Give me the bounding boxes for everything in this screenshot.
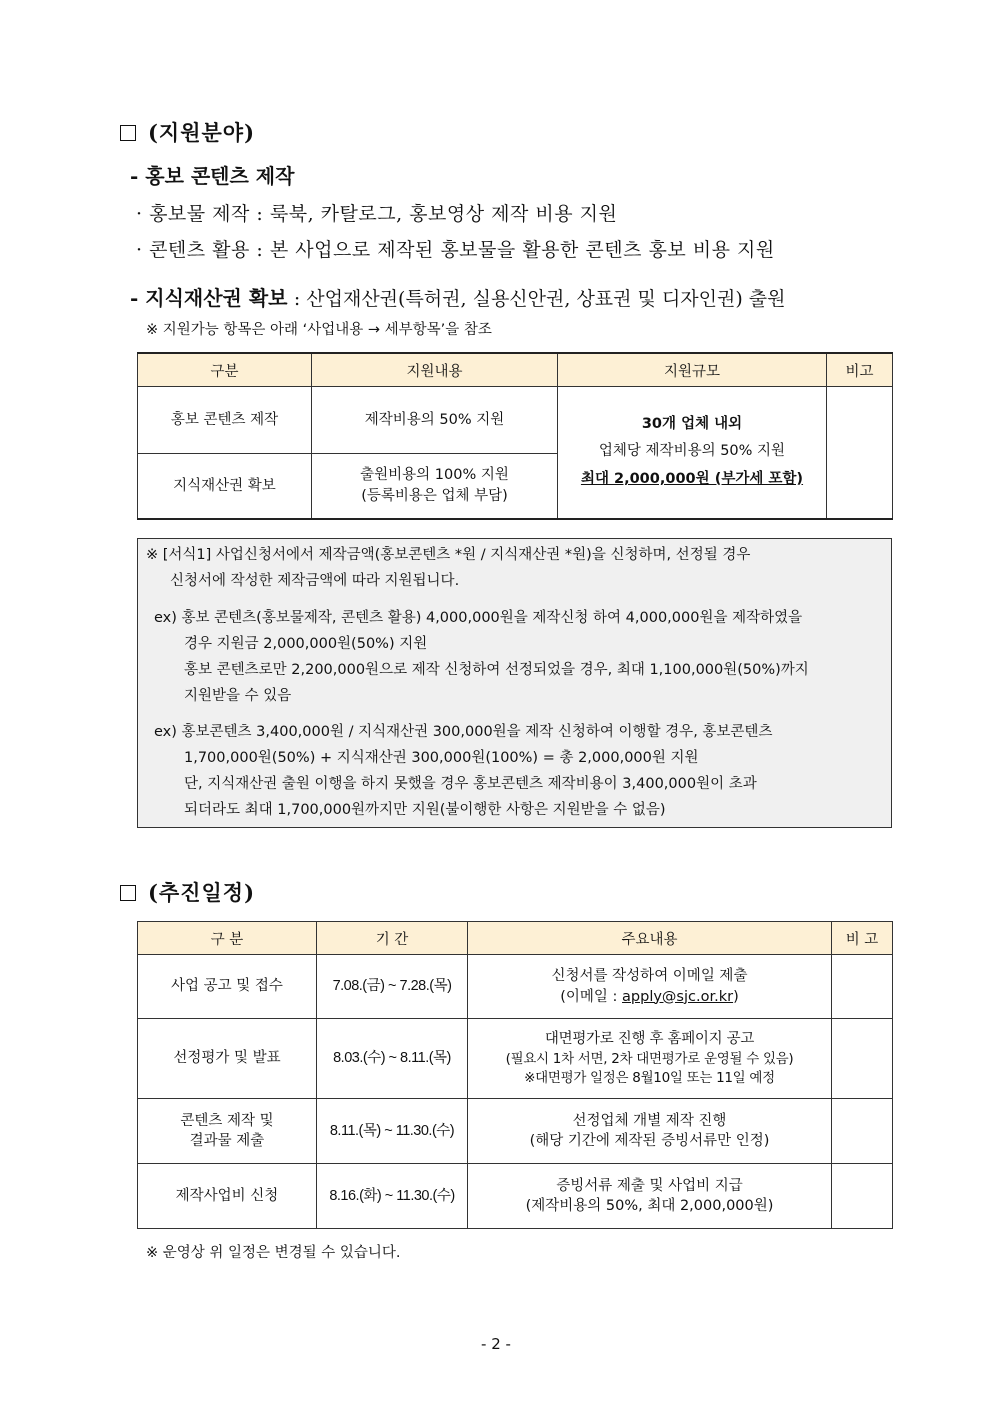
- item-ip-title: - 지식재산권 확보 : 산업재산권(특허권, 실용신안권, 상표권 및 디자인권) 출원: [130, 286, 786, 310]
- table-header: 기 간: [317, 922, 468, 955]
- category-line: 콘텐츠 제작 및: [180, 1112, 274, 1129]
- bullet-content-use: · 콘텐츠 활용 : 본 사업으로 제작된 홍보물을 활용한 콘텐츠 홍보 비용 지원: [136, 239, 775, 261]
- cell-category: 홍보 콘텐츠 제작: [138, 387, 312, 454]
- scale-max: 최대 2,000,000원 (부가세 포함): [580, 471, 804, 488]
- cell-remark: [832, 1099, 893, 1164]
- item-promo-content-title: - 홍보 콘텐츠 제작: [130, 164, 295, 188]
- cell-period: 7.08.(금) ~ 7.28.(목): [317, 955, 468, 1019]
- table-header: 구분: [138, 353, 312, 387]
- note-line: 단, 지식재산권 출원 이행을 하지 못했을 경우 홍보콘텐츠 제작비용이 3,400,000원이 초과: [184, 776, 757, 792]
- table-header: 구 분: [138, 922, 317, 955]
- cell-period: 8.16.(화) ~ 11.30.(수): [317, 1164, 468, 1229]
- table-row: [138, 955, 893, 1019]
- table-row: [138, 1099, 893, 1164]
- cell-content: [468, 1019, 832, 1099]
- cell-content: 제작비용의 50% 지원: [312, 387, 558, 454]
- cell-category: 선정평가 및 발표: [138, 1019, 317, 1099]
- content-line: ※대면평가 일정은 8월10일 또는 11일 예정: [524, 1069, 775, 1086]
- note-line: ※ [서식1] 사업신청서에서 제작금액(홍보콘텐츠 *원 / 지식재산권 *원)을 신청하며, 선정될 경우: [146, 547, 751, 563]
- cell-category: 지식재산권 확보: [138, 454, 312, 519]
- reference-note: ※ 지원가능 항목은 아래 ‘사업내용 → 세부항목’을 참조: [146, 322, 492, 338]
- content-text: (이메일 :: [560, 988, 623, 1005]
- category-line: 결과물 제출: [189, 1133, 265, 1149]
- checkbox-square-icon: [120, 125, 136, 141]
- table-row: [138, 1019, 893, 1099]
- section-heading-support-field: (지원분야): [120, 117, 255, 147]
- cell-period: 8.11.(목) ~ 11.30.(수): [317, 1099, 468, 1164]
- cell-remark: [832, 955, 893, 1019]
- page-number: - 2 -: [481, 1335, 511, 1353]
- cell-content: [468, 955, 832, 1019]
- checkbox-square-icon: [120, 885, 136, 901]
- cell-category: [138, 1099, 317, 1164]
- table-header: 지원규모: [558, 353, 827, 387]
- table-header: 지원내용: [312, 353, 558, 387]
- bullet-promo-production: · 홍보물 제작 : 룩북, 카탈로그, 홍보영상 제작 비용 지원: [136, 203, 618, 225]
- table-row: [138, 387, 893, 454]
- section-heading-schedule: (추진일정): [120, 877, 255, 907]
- example-note-box: [137, 538, 892, 828]
- note-line: 신청서에 작성한 제작금액에 따라 지원됩니다.: [170, 573, 460, 589]
- content-line: 신청서를 작성하여 이메일 제출: [551, 968, 748, 985]
- content-line: (제작비용의 50%, 최대 2,000,000원): [525, 1198, 774, 1214]
- scale-rate: 업체당 제작비용의 50% 지원: [598, 443, 786, 460]
- content-line: 선정업체 개별 제작 진행: [572, 1112, 727, 1129]
- scale-count: 30개 업체 내외: [641, 415, 743, 432]
- cell-content: [468, 1164, 832, 1229]
- schedule-note: ※ 운영상 위 일정은 변경될 수 있습니다.: [146, 1245, 401, 1261]
- support-scale-table: [137, 352, 893, 520]
- content-line: [469, 987, 830, 1007]
- table-header: 주요내용: [468, 922, 832, 955]
- content-line: (필요시 1차 서면, 2차 대면평가로 운영될 수 있음): [505, 1050, 794, 1067]
- content-line: 증빙서류 제출 및 사업비 지급: [556, 1177, 743, 1194]
- note-line: ex) 홍보콘텐츠 3,400,000원 / 지식재산권 300,000원을 제작 신청하여 이행할 경우, 홍보콘텐츠: [154, 724, 773, 740]
- cell-content: [468, 1099, 832, 1164]
- content-line: 출원비용의 100% 지원: [360, 467, 509, 484]
- cell-period: 8.03.(수) ~ 8.11.(목): [317, 1019, 468, 1099]
- cell-remark: [827, 387, 893, 519]
- cell-scale: [558, 387, 827, 519]
- cell-remark: [832, 1019, 893, 1099]
- note-line: 홍보 콘텐츠로만 2,200,000원으로 제작 신청하여 선정되었을 경우, 최대 1,100,000원(50%)까지: [184, 662, 809, 678]
- table-header: 비 고: [832, 922, 893, 955]
- item-ip-description: : 산업재산권(특허권, 실용신안권, 상표권 및 디자인권) 출원: [293, 288, 786, 310]
- cell-category: 제작사업비 신청: [138, 1164, 317, 1229]
- table-header: 비고: [827, 353, 893, 387]
- content-line: 대면평가로 진행 후 홈페이지 공고: [544, 1031, 755, 1048]
- note-line: 1,700,000원(50%) + 지식재산권 300,000원(100%) = 총 2,000,000원 지원: [184, 750, 699, 766]
- schedule-table: [137, 921, 893, 1229]
- note-line: 지원받을 수 있음: [184, 688, 292, 704]
- content-line: (해당 기간에 제작된 증빙서류만 인정): [529, 1133, 770, 1149]
- email-link[interactable]: apply@sjc.or.kr: [622, 988, 734, 1005]
- note-line: 되더라도 최대 1,700,000원까지만 지원(불이행한 사항은 지원받을 수 없음): [184, 802, 666, 818]
- content-text: ): [733, 988, 739, 1005]
- cell-remark: [832, 1164, 893, 1229]
- note-line: ex) 홍보 콘텐츠(홍보물제작, 콘텐츠 활용) 4,000,000원을 제작신청 하여 4,000,000원을 제작하였을: [154, 610, 803, 626]
- content-line: (등록비용은 업체 부담): [361, 487, 508, 504]
- cell-content: [312, 454, 558, 519]
- note-line: 경우 지원금 2,000,000원(50%) 지원: [184, 636, 428, 652]
- table-row: [138, 1164, 893, 1229]
- cell-category: 사업 공고 및 접수: [138, 955, 317, 1019]
